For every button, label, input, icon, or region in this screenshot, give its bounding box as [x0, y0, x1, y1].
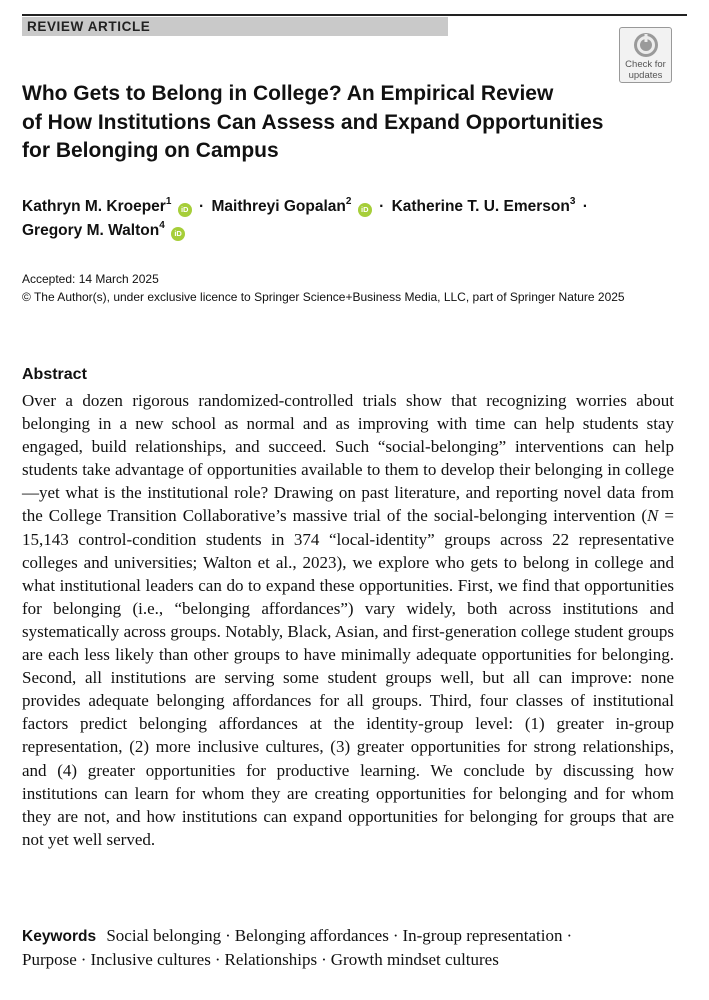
keyword-separator: · [80, 950, 87, 969]
keywords-section [22, 924, 674, 971]
copyright-notice: © The Author(s), under exclusive licence to Springer Science+Business Media, LLC, part of Springer Nature 2025 [22, 289, 625, 304]
check-for-updates-badge[interactable] [619, 27, 672, 83]
author-affiliation: 3 [569, 196, 576, 207]
keyword: Belonging affordances [234, 926, 389, 945]
author-separator: · [582, 198, 588, 215]
title-line-1: Who Gets to Belong in College? An Empirical Review [22, 82, 554, 105]
check-updates-line2: updates [628, 70, 663, 81]
author-affiliation: 2 [345, 196, 352, 207]
orcid-icon[interactable]: iD [358, 203, 372, 217]
article-title [22, 80, 622, 166]
keyword-separator: · [392, 926, 399, 945]
article-type-label: REVIEW ARTICLE [22, 17, 448, 36]
author-list [22, 195, 672, 243]
abstract-n-symbol: N [647, 506, 659, 526]
orcid-icon[interactable]: iD [178, 203, 192, 217]
keyword: Growth mindset cultures [330, 950, 499, 969]
author-name[interactable]: Maithreyi Gopalan [211, 198, 346, 215]
author-name[interactable]: Kathryn M. Kroeper [22, 198, 166, 215]
top-rule [22, 14, 687, 16]
abstract-part-2: = 15,143 control-condition students in 374 “local-identity” groups across 22 representative colleges and universities; Walton et al., 2023), we explore who gets to belong in college and what institutional leaders can do to expand these opportunities. First, we find that opportunities for belonging (i.e., “belonging affordances”) vary widely, both across institutions and systematically across groups. Notably, Black, Asian, and first-generation college student groups are each less likely than other groups to have minimally adequate opportunities for belonging. Second, all institutions are serving some student groups well, but all can improve: none provides adequate belonging affordances for all groups. Third, four classes of institutional factors predict belonging affordances at the identity-group level: (1) greater in-group representation, (2) more inclusive cultures, (3) greater opportunities for strong relationships, and (4) greater opportunities for productive learning. We conclude by discussing how institutions can learn for whom they are creating opportunities for belonging and for whom they are not, and how institutions can expand opportunities for belonging for groups that are not yet well served. [22, 506, 674, 849]
author-name[interactable]: Gregory M. Walton [22, 222, 160, 239]
abstract-part-1: Over a dozen rigorous randomized-controlled trials show that recognizing worries about belonging in a new school as normal and as improving with time can help students stay engaged, build relationships, and succeed. Such “social-belonging” interventions can help students take advantage of opportunities available to them to develop their belonging in college—yet what is the institutional role? Drawing on past literature, and reporting novel data from the College Transition Collaborative’s massive trial of the social-belonging intervention ( [22, 391, 674, 526]
check-updates-line1: Check for [625, 59, 666, 70]
title-line-3: for Belonging on Campus [22, 139, 279, 162]
abstract-text [22, 389, 674, 851]
keyword: Social belonging [106, 926, 222, 945]
keyword: Relationships [224, 950, 318, 969]
keyword: Inclusive cultures [90, 950, 211, 969]
author-separator: · [199, 198, 205, 215]
abstract-heading: Abstract [22, 366, 87, 383]
article-meta [22, 271, 672, 306]
author-separator: · [379, 198, 385, 215]
keyword: Purpose [22, 950, 77, 969]
keyword-separator: · [321, 950, 327, 969]
check-updates-icon [632, 31, 660, 59]
accepted-date: Accepted: 14 March 2025 [22, 272, 159, 286]
author-affiliation: 1 [165, 196, 172, 207]
keyword-separator: · [566, 926, 573, 945]
keyword-separator: · [225, 926, 231, 945]
title-line-2: of How Institutions Can Assess and Expand Opportunities [22, 110, 604, 134]
keyword-separator: · [214, 950, 221, 969]
author-name[interactable]: Katherine T. U. Emerson [391, 198, 570, 215]
orcid-icon[interactable]: iD [171, 227, 185, 241]
keywords-label: Keywords [22, 928, 97, 945]
author-affiliation: 4 [159, 220, 165, 231]
keyword: In-group representation [402, 926, 563, 945]
